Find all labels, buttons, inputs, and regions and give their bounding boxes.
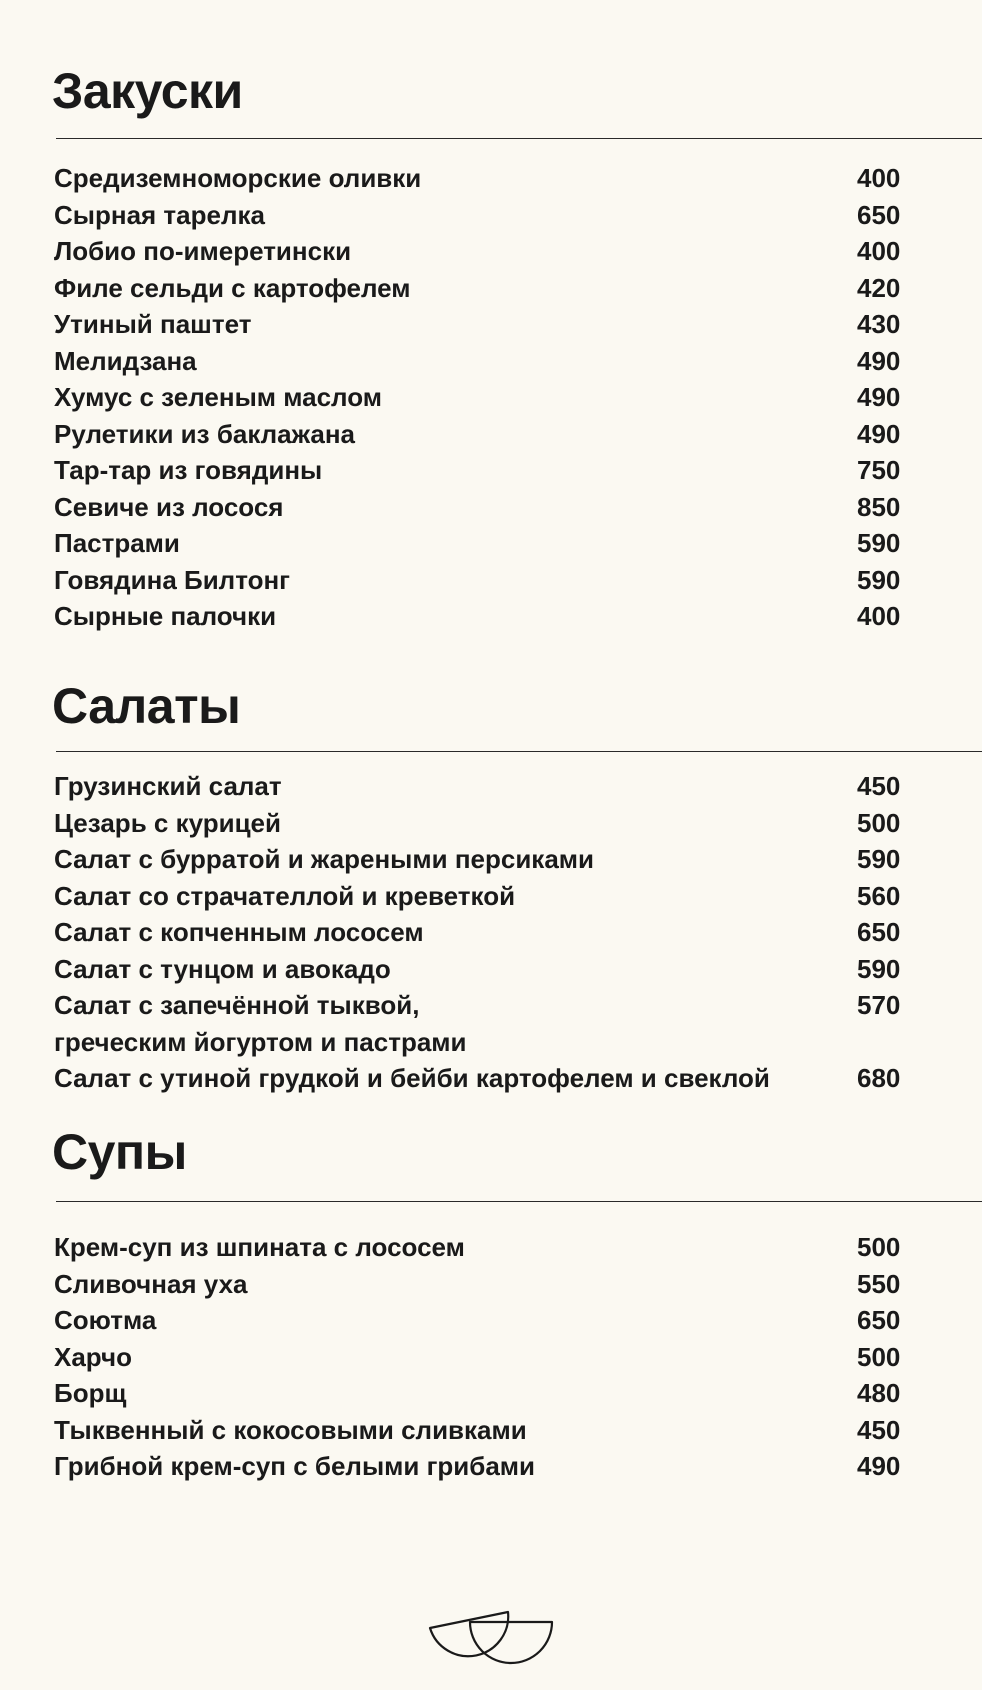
menu-item: [54, 306, 914, 343]
item-name: Севиче из лосося: [54, 491, 284, 522]
menu-item: [54, 197, 914, 234]
item-name: Говядина Билтонг: [54, 564, 291, 595]
menu-item: [54, 805, 914, 842]
item-price: 400: [857, 236, 901, 266]
item-price: 400: [857, 163, 901, 193]
menu-items-list: [54, 160, 914, 635]
item-price: 500: [857, 1341, 901, 1372]
item-name: Сливочная уха: [54, 1268, 248, 1299]
menu-item: [54, 1412, 914, 1449]
item-name: Пастрами: [54, 528, 180, 558]
item-price: 500: [857, 1232, 901, 1262]
item-name: Грибной крем-суп с белыми грибами: [54, 1451, 536, 1481]
item-price: 480: [857, 1378, 901, 1408]
menu-item: [54, 1229, 914, 1266]
item-name: Сырная тарелка: [54, 199, 265, 230]
item-price: 490: [857, 382, 901, 412]
menu-items-list: [54, 1229, 914, 1485]
menu-item: [54, 1266, 914, 1303]
item-price: 590: [857, 844, 901, 874]
menu-item: [54, 525, 914, 562]
item-name: Салат со страчателлой и креветкой: [54, 880, 516, 911]
menu-item: [54, 160, 914, 197]
item-price: 650: [857, 199, 901, 230]
section-divider: [56, 1201, 982, 1202]
restaurant-logo-icon: [428, 1606, 554, 1670]
menu-item: [54, 416, 914, 453]
item-price: 750: [857, 455, 901, 485]
menu-item: [54, 233, 914, 270]
item-name: Борщ: [54, 1378, 127, 1408]
item-price: 550: [857, 1268, 901, 1299]
item-price: 570: [857, 990, 901, 1020]
item-name: Хумус с зеленым маслом: [54, 382, 382, 412]
item-name: Сырные палочки: [54, 601, 277, 631]
item-name: Цезарь с курицей: [54, 807, 282, 838]
menu-item: [54, 841, 914, 878]
item-price: 450: [857, 1414, 901, 1445]
item-price: 450: [857, 771, 901, 801]
menu-item: [54, 379, 914, 416]
item-name: Харчо: [54, 1341, 133, 1372]
menu-item: [54, 951, 914, 988]
item-price: 430: [857, 309, 901, 339]
item-name: Крем-суп из шпината с лососем: [54, 1232, 465, 1262]
menu-item: [54, 987, 914, 1060]
item-price: 400: [857, 601, 901, 631]
menu-item: [54, 343, 914, 380]
menu-items-list: [54, 768, 914, 1097]
menu-item: [54, 914, 914, 951]
menu-item: [54, 1448, 914, 1485]
menu-item: [54, 452, 914, 489]
item-price: 590: [857, 953, 901, 984]
item-name: Тыквенный с кокосовыми сливками: [54, 1414, 527, 1445]
item-name: Салат с запечённой тыквой, греческим йогуртом и пастрами: [54, 990, 467, 1057]
section-title: Закуски: [52, 63, 243, 119]
menu-item: [54, 270, 914, 307]
section-title: Супы: [52, 1124, 187, 1180]
item-name: Лобио по-имеретински: [54, 236, 352, 266]
item-price: 420: [857, 272, 901, 303]
menu-item: [54, 1060, 914, 1097]
item-price: 650: [857, 1305, 901, 1335]
menu-item: [54, 1375, 914, 1412]
item-price: 590: [857, 564, 901, 595]
item-name: Соютма: [54, 1305, 157, 1335]
item-name: Рулетики из баклажана: [54, 418, 356, 449]
section-title: Салаты: [52, 678, 241, 734]
menu-item: [54, 878, 914, 915]
item-name: Салат с утиной грудкой и бейби картофелем и свеклой: [54, 1063, 770, 1093]
item-name: Грузинский салат: [54, 771, 282, 801]
item-price: 590: [857, 528, 901, 558]
item-name: Средиземноморские оливки: [54, 163, 422, 193]
section-divider: [56, 751, 982, 752]
item-price: 650: [857, 917, 901, 947]
item-price: 560: [857, 880, 901, 911]
menu-item: [54, 489, 914, 526]
menu-item: [54, 1302, 914, 1339]
item-name: Утиный паштет: [54, 309, 252, 339]
item-price: 490: [857, 345, 901, 376]
item-name: Мелидзана: [54, 345, 197, 376]
menu-item: [54, 562, 914, 599]
menu-item: [54, 598, 914, 635]
item-name: Салат с копченным лососем: [54, 917, 424, 947]
item-price: 490: [857, 418, 901, 449]
menu-item: [54, 1339, 914, 1376]
section-divider: [56, 138, 982, 139]
item-name: Салат с тунцом и авокадо: [54, 953, 391, 984]
item-price: 850: [857, 491, 901, 522]
item-price: 500: [857, 807, 901, 838]
item-name: Тар-тар из говядины: [54, 455, 323, 485]
item-name: Салат с бурратой и жареными персиками: [54, 844, 594, 874]
menu-item: [54, 768, 914, 805]
item-name: Филе сельди с картофелем: [54, 272, 411, 303]
item-price: 680: [857, 1063, 901, 1093]
item-price: 490: [857, 1451, 901, 1481]
